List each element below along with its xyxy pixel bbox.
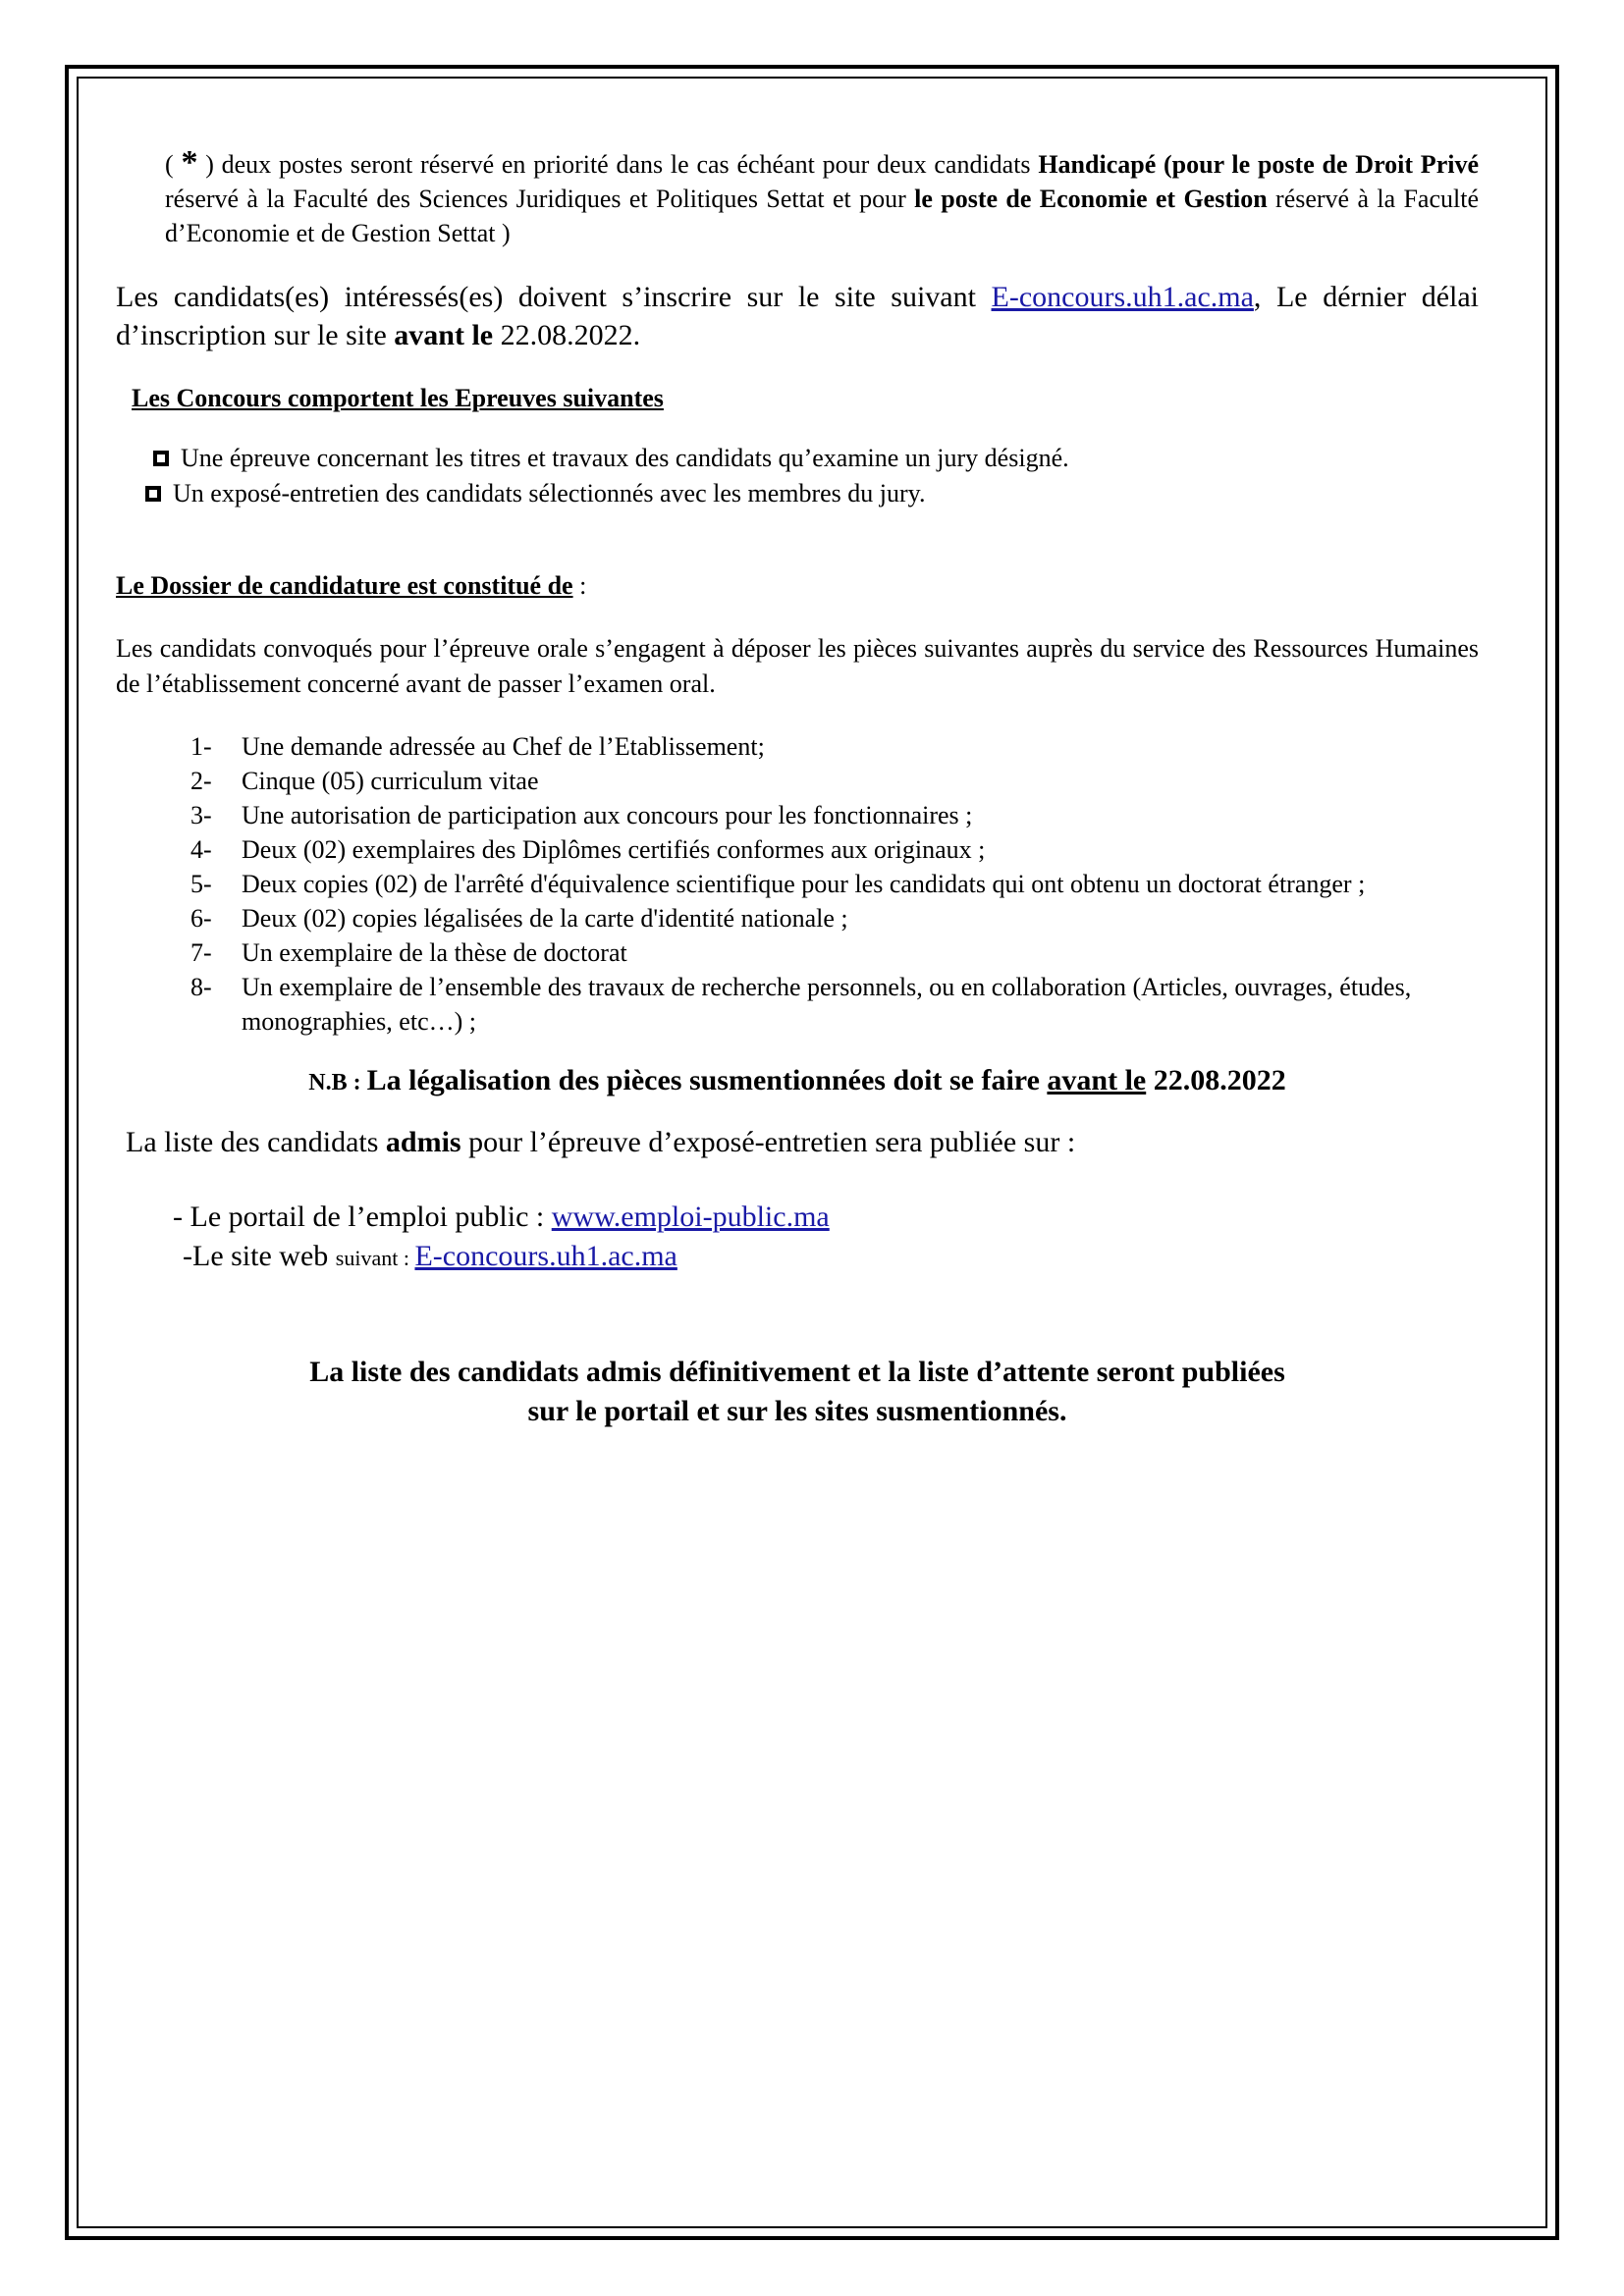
square-bullet-icon xyxy=(153,451,169,466)
emploi-public-link[interactable]: www.emploi-public.ma xyxy=(551,1201,830,1233)
publication-sites xyxy=(173,1198,1479,1278)
inscription-paragraph: Les candidats(es) intéressés(es) doivent s’inscrire sur le site suivant E-concours.uh1.ac.ma, Le dérnier délai d’inscription sur le site avant le 22.08.2022. xyxy=(116,281,1480,351)
list-item: 7- Un exemplaire de la thèse de doctorat xyxy=(190,938,627,967)
list-item: 8- Un exemplaire de l’ensemble des travaux de recherche personnels, ou en collaboration (Articles, ouvrages, études, monographies, etc…) ; xyxy=(190,973,1412,1036)
site-web-line: -Le site web suivant : E-concours.uh1.ac.ma xyxy=(183,1240,677,1272)
list-item: Un exposé-entretien des candidats sélectionnés avec les membres du jury. xyxy=(145,476,1479,511)
liste-admis-paragraph: La liste des candidats admis pour l’épreuve d’exposé-entretien sera publiée sur : xyxy=(126,1126,1076,1158)
list-item: 2- Cinque (05) curriculum vitae xyxy=(190,767,539,795)
list-item: 5- Deux copies (02) de l'arrêté d'équivalence scientifique pour les candidats qui ont obtenu un doctorat étranger ; xyxy=(190,870,1366,898)
portail-line: - Le portail de l’emploi public : www.emploi-public.ma xyxy=(173,1201,830,1233)
econcours-link[interactable]: E-concours.uh1.ac.ma xyxy=(991,281,1254,313)
final-notice: La liste des candidats admis définitivement et la liste d’attente seront publiées sur le portail et sur les sites susmentionnés. xyxy=(309,1356,1285,1427)
list-item: 6- Deux (02) copies légalisées de la carte d'identité nationale ; xyxy=(190,904,848,933)
list-item: Une épreuve concernant les titres et travaux des candidats qu’examine un jury désigné. xyxy=(153,441,1479,476)
list-item: 4- Deux (02) exemplaires des Diplômes certifiés conformes aux originaux ; xyxy=(190,835,986,864)
epreuves-heading: Les Concours comportent les Epreuves suivantes xyxy=(132,384,664,412)
handicap-note: ( * ) deux postes seront réservé en priorité dans le cas échéant pour deux candidats Handicapé (pour le poste de Droit Privé réservé à la Faculté des Sciences Juridiques et Politiques Settat et pour le poste de Economie et Gestion réservé à la Faculté d’Economie et de Gestion Settat ) xyxy=(165,144,1480,247)
econcours-link-2[interactable]: E-concours.uh1.ac.ma xyxy=(414,1240,677,1272)
dossier-heading: Le Dossier de candidature est constitué de : xyxy=(116,571,587,600)
dossier-intro: Les candidats convoqués pour l’épreuve orale s’engagent à déposer les pièces suivantes auprès du service des Ressources Humaines de l’établissement concerné avant de passer l’examen oral. xyxy=(116,634,1479,698)
list-item: 1- Une demande adressée au Chef de l’Etablissement; xyxy=(190,732,765,761)
pieces-list xyxy=(116,729,1479,1039)
square-bullet-icon xyxy=(145,486,161,502)
epreuves-list xyxy=(116,441,1479,511)
list-item: 3- Une autorisation de participation aux concours pour les fonctionnaires ; xyxy=(190,801,973,829)
nb-notice: N.B : La légalisation des pièces susmentionnées doit se faire avant le 22.08.2022 xyxy=(308,1064,1286,1096)
asterisk-mark: * xyxy=(181,144,198,181)
document-body xyxy=(116,145,1479,1431)
